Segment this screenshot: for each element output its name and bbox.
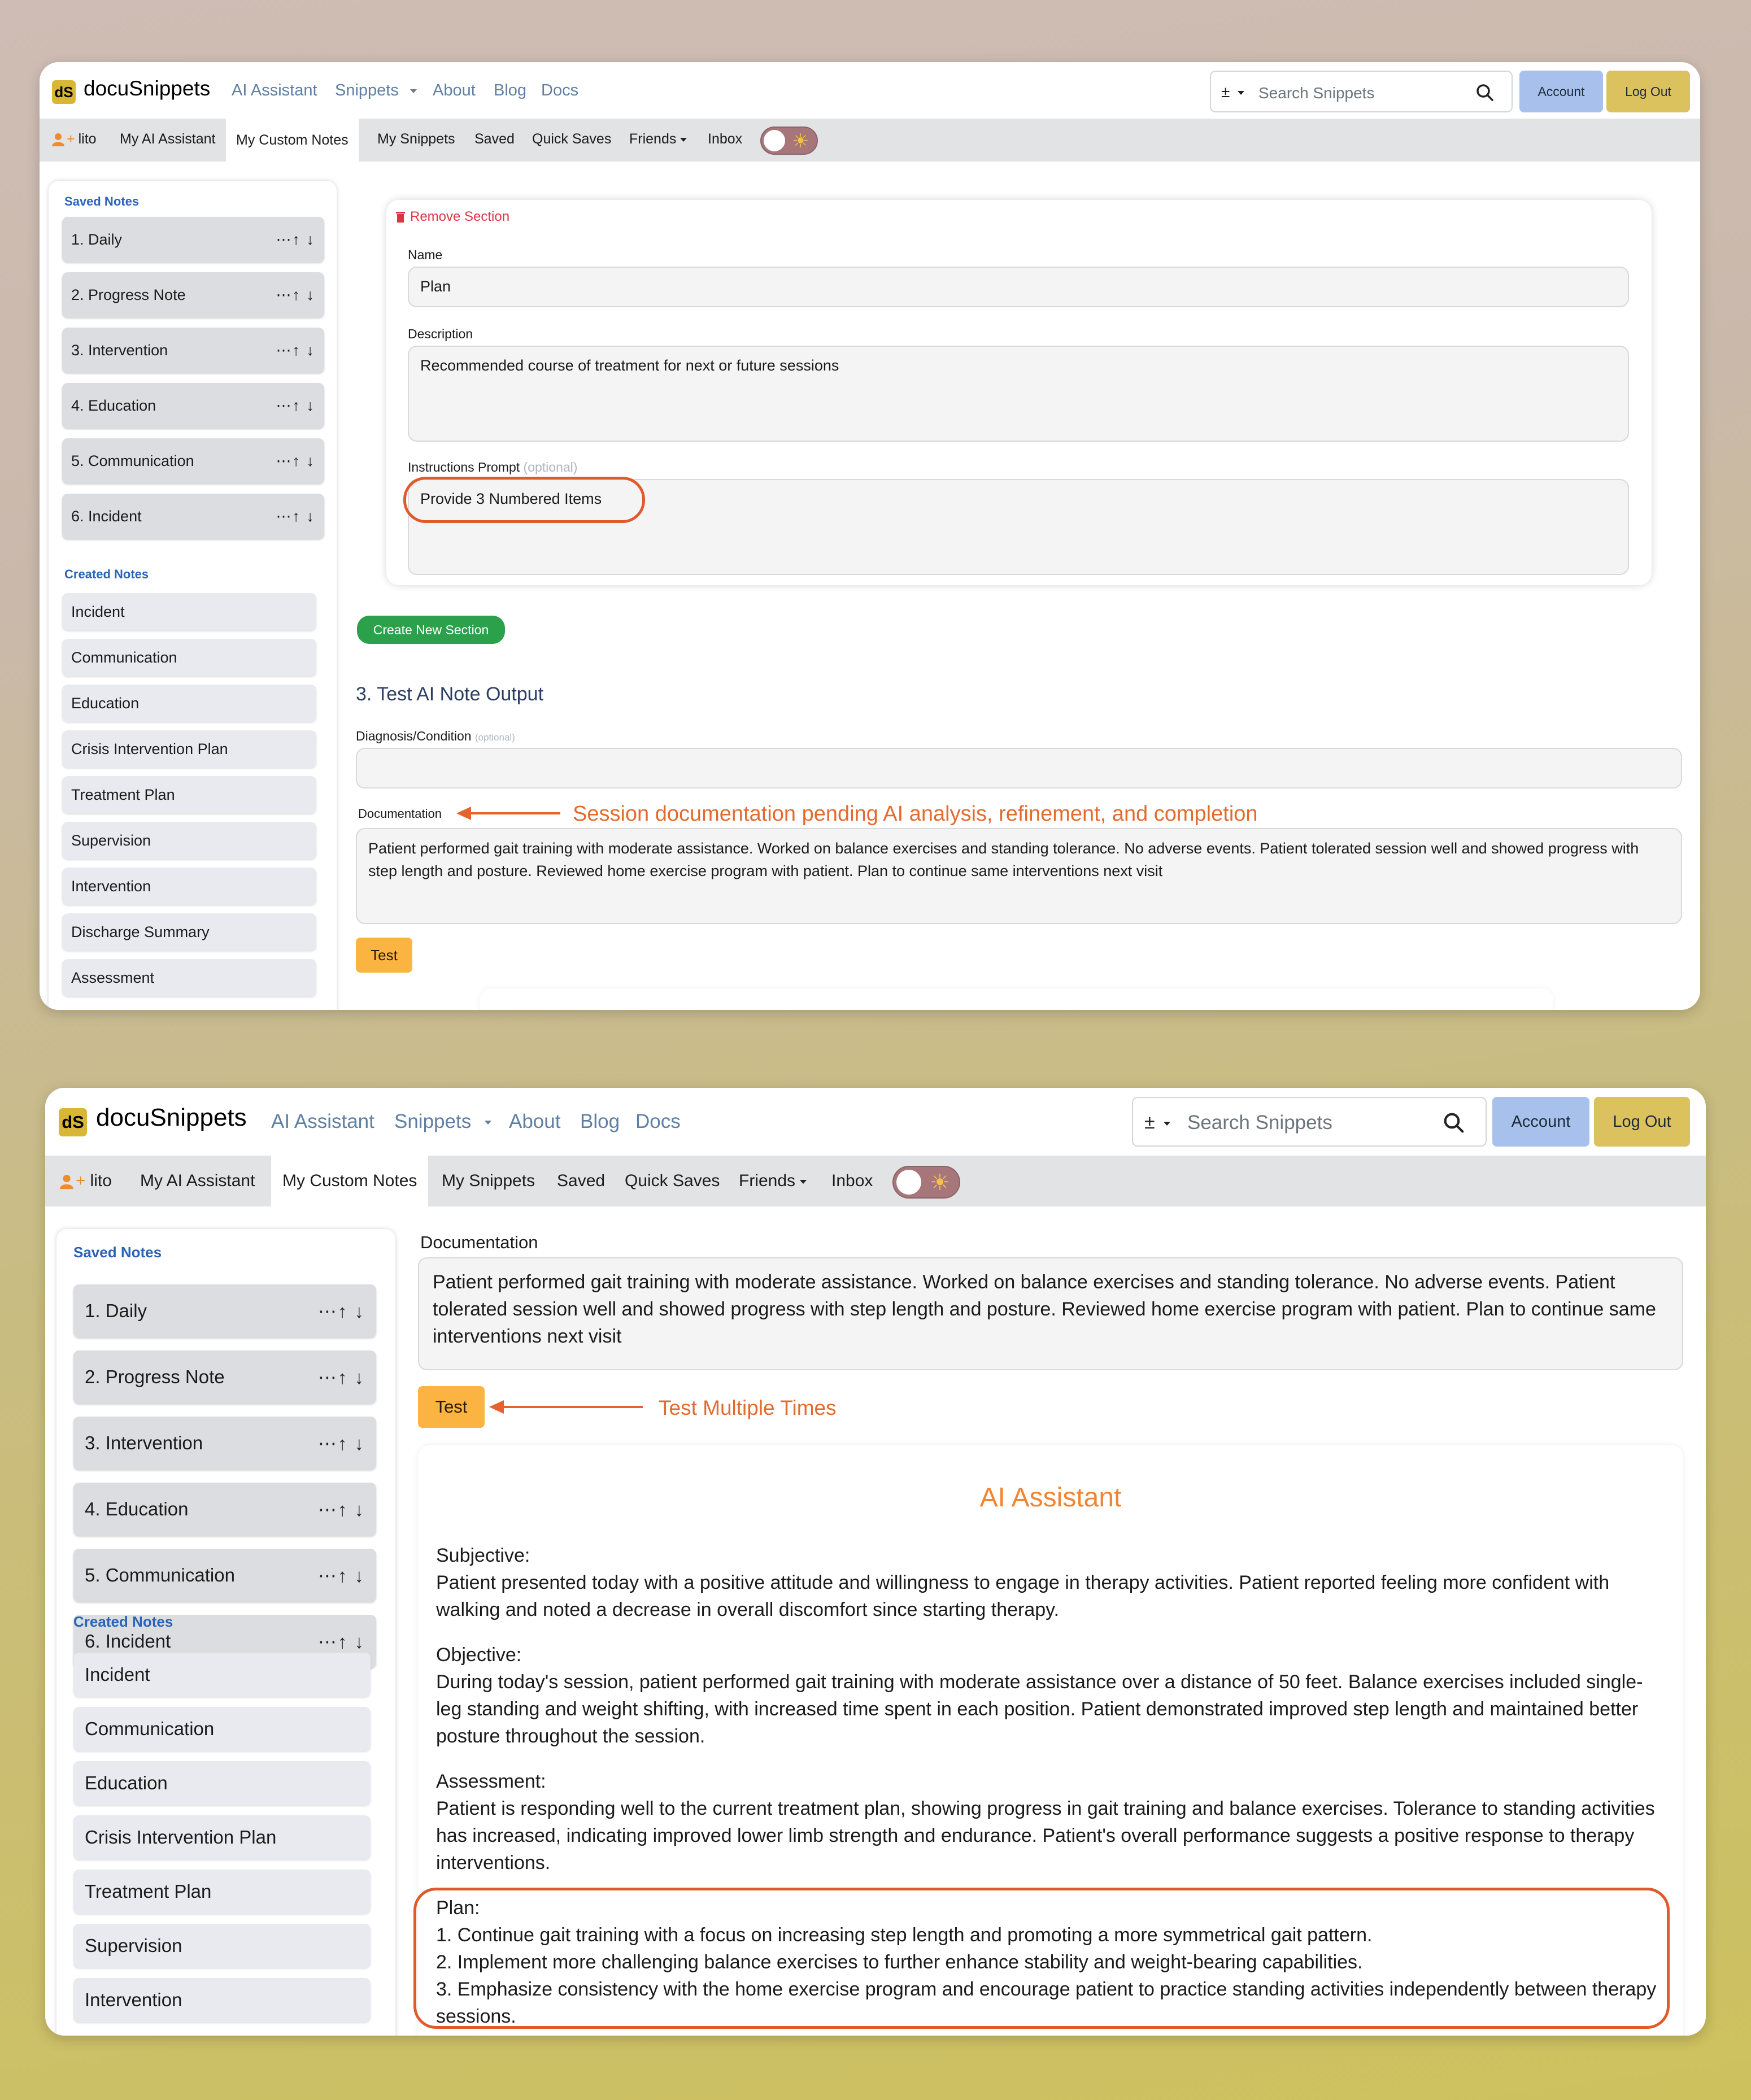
toggle-knob	[896, 1170, 921, 1195]
nav-about[interactable]: About	[509, 1110, 561, 1132]
saved-note-item[interactable]	[73, 1350, 376, 1404]
theme-toggle[interactable]	[760, 127, 818, 155]
user-icon	[52, 133, 64, 146]
tab-friends[interactable]	[739, 1171, 807, 1191]
subjective-text: Patient presented today with a positive attitude and willingness to engage in therapy activities. Patient reported feeling more confident with walking and noted a decrease in overall discomfort since starting therapy.	[436, 1572, 1610, 1620]
search-icon[interactable]	[1443, 1112, 1465, 1134]
instructions-label	[408, 460, 577, 475]
nav-blog[interactable]: Blog	[580, 1110, 620, 1132]
search-box[interactable]	[1132, 1097, 1487, 1147]
nav-docs[interactable]: Docs	[541, 81, 579, 99]
user-menu[interactable]	[52, 131, 97, 147]
brand-name[interactable]: docuSnippets	[84, 77, 211, 100]
sub-navbar	[40, 119, 1700, 162]
sidebar	[56, 1229, 395, 2036]
ai-result-title: AI Assistant	[979, 1483, 1122, 1513]
nav-blog[interactable]: Blog	[494, 81, 527, 99]
saved-note-label: 1. Daily	[71, 230, 123, 248]
chevron-down-icon	[485, 1121, 491, 1125]
saved-note-label: 4. Education	[71, 397, 156, 414]
created-note-item[interactable]: Intervention	[73, 1978, 371, 2022]
sub-navbar	[45, 1156, 1706, 1206]
created-note-item[interactable]: Supervision	[73, 1924, 371, 1968]
chevron-down-icon	[800, 1180, 807, 1184]
saved-note-item[interactable]	[62, 494, 324, 539]
user-plus-icon: +	[67, 131, 75, 147]
saved-note-item[interactable]	[73, 1483, 376, 1536]
sun-icon: ☀	[792, 130, 809, 152]
tab-friends[interactable]	[629, 131, 687, 147]
created-note-item[interactable]: Crisis Intervention Plan	[73, 1815, 371, 1859]
logo-icon: dS	[59, 1108, 87, 1136]
test-button[interactable]: Test	[418, 1386, 485, 1428]
created-note-item[interactable]: Communication	[73, 1707, 371, 1751]
search-input[interactable]: Search Snippets	[1258, 84, 1375, 102]
name-input-value: Plan	[420, 278, 451, 295]
saved-notes-title: Saved Notes	[73, 1244, 162, 1261]
navbar	[45, 1088, 1706, 1156]
assessment-heading: Assessment:	[436, 1771, 546, 1792]
objective-heading: Objective:	[436, 1644, 522, 1666]
reorder-controls-icon[interactable]: ⋯↑ ↓	[317, 1300, 365, 1322]
search-icon[interactable]	[1475, 83, 1495, 102]
search-scope-toggle[interactable]	[1221, 83, 1244, 101]
nav-docs[interactable]: Docs	[635, 1110, 681, 1132]
user-plus-icon: +	[76, 1171, 86, 1190]
chevron-down-icon	[680, 138, 687, 142]
highlight-circle	[403, 477, 645, 523]
created-note-item[interactable]: Supervision	[62, 822, 316, 859]
tab-my-ai-assistant[interactable]: My AI Assistant	[140, 1171, 255, 1190]
saved-note-item[interactable]	[62, 383, 324, 428]
nav-snippets-label: Snippets	[335, 81, 399, 99]
sidebar	[49, 181, 337, 1010]
diagnosis-input[interactable]	[356, 748, 1682, 788]
subjective-heading: Subjective:	[436, 1545, 530, 1566]
saved-note-label: 1. Daily	[85, 1300, 147, 1321]
logout-button[interactable]: Log Out	[1594, 1097, 1690, 1147]
description-textarea[interactable]	[408, 346, 1629, 442]
reorder-controls-icon[interactable]: ⋯↑ ↓	[317, 1498, 365, 1520]
documentation-value: Patient performed gait training with moderate assistance. Worked on balance exercises and standing tolerance. No adverse events. Patient tolerated session well and showed progress with step length and posture. Reviewed home exercise program with patient. Plan to continue same interventions next visit	[368, 840, 1639, 879]
created-notes-title: Created Notes	[73, 1613, 173, 1630]
subjective-section	[436, 1542, 1667, 1623]
description-value: Recommended course of treatment for next or future sessions	[420, 357, 839, 374]
saved-note-label: 5. Communication	[85, 1565, 235, 1585]
test-output-heading: 3. Test AI Note Output	[356, 683, 544, 705]
nav-about[interactable]: About	[433, 81, 476, 99]
tab-quick-saves[interactable]: Quick Saves	[532, 131, 612, 147]
saved-note-item[interactable]	[73, 1549, 376, 1602]
tab-my-ai-assistant[interactable]: My AI Assistant	[120, 131, 216, 147]
nav-snippets[interactable]	[335, 81, 417, 100]
tab-saved[interactable]: Saved	[557, 1171, 606, 1190]
search-box[interactable]	[1210, 71, 1513, 112]
reorder-controls-icon[interactable]: ⋯↑ ↓	[276, 452, 315, 469]
name-input[interactable]	[408, 267, 1629, 307]
nav-snippets-label: Snippets	[394, 1110, 472, 1132]
documentation-value: Patient performed gait training with moderate assistance. Worked on balance exercises and standing tolerance. No adverse events. Patient tolerated session well and showed progress with step length and posture. Reviewed home exercise program with patient. Plan to continue same interventions next visit	[433, 1271, 1656, 1347]
plan-item: 3. Emphasize consistency with the home exercise program and encourage patient to practice standing activities independently between therapy sessions.	[436, 1979, 1657, 2027]
annotation-session-doc: Session documentation pending AI analysis, refinement, and completion	[573, 802, 1258, 826]
plan-item: 1. Continue gait training with a focus on increasing step length and promoting a more symmetrical gait pattern.	[436, 1924, 1373, 1946]
reorder-controls-icon[interactable]: ⋯↑ ↓	[276, 341, 315, 359]
chevron-down-icon	[1164, 1122, 1170, 1126]
tab-my-custom-notes[interactable]: My Custom Notes	[271, 1156, 428, 1206]
documentation-textarea[interactable]	[356, 828, 1682, 924]
screenshot-bottom	[45, 1088, 1706, 2036]
ai-result-card	[418, 1445, 1683, 2036]
objective-section	[436, 1641, 1667, 1750]
logo-icon: dS	[52, 80, 76, 104]
section-card	[386, 200, 1652, 585]
nav-ai-assistant[interactable]: AI Assistant	[232, 81, 317, 99]
tab-my-snippets[interactable]: My Snippets	[442, 1171, 535, 1190]
tab-inbox[interactable]: Inbox	[831, 1171, 873, 1190]
user-name: lito	[78, 131, 97, 147]
arrow-line	[469, 812, 560, 814]
trash-icon	[395, 211, 406, 223]
reorder-controls-icon[interactable]: ⋯↑ ↓	[276, 397, 315, 414]
created-note-item[interactable]: Intervention	[62, 868, 316, 905]
diagnosis-label	[356, 729, 515, 744]
instructions-value: Provide 3 Numbered Items	[420, 490, 602, 507]
assessment-text: Patient is responding well to the current treatment plan, showing progress in gait training and balance exercises. Tolerance to standing activities has increased, indicating improved lower limb strength and endurance. Patient's overall performance suggests a positive response to therapy interventions.	[436, 1798, 1655, 1874]
user-menu[interactable]	[60, 1171, 112, 1191]
logout-button[interactable]: Log Out	[1606, 71, 1690, 112]
plan-heading: Plan:	[436, 1897, 480, 1919]
reorder-controls-icon[interactable]: ⋯↑ ↓	[276, 507, 315, 525]
created-note-item[interactable]: Education	[62, 685, 316, 722]
brand-name[interactable]: docuSnippets	[96, 1104, 247, 1131]
screenshot-top	[40, 62, 1700, 1010]
instructions-label-text: Instructions Prompt	[408, 460, 520, 474]
created-note-item[interactable]: Crisis Intervention Plan	[62, 730, 316, 768]
saved-notes-title: Saved Notes	[64, 194, 140, 208]
reorder-controls-icon[interactable]: ⋯↑ ↓	[317, 1565, 365, 1586]
created-note-item[interactable]: Education	[73, 1761, 371, 1805]
highlight-circle	[413, 1888, 1670, 2029]
optional-hint: (optional)	[474, 732, 515, 743]
reorder-controls-icon[interactable]: ⋯↑ ↓	[276, 230, 315, 248]
created-note-item[interactable]: Incident	[62, 593, 316, 630]
saved-note-label: 3. Intervention	[71, 341, 168, 359]
toggle-knob	[764, 130, 785, 151]
saved-note-item[interactable]	[62, 328, 324, 373]
saved-note-label: 6. Incident	[85, 1631, 171, 1652]
plus-minus-icon: ±	[1221, 83, 1230, 101]
objective-text: During today's session, patient performed gait training with moderate assistance over a distance of 50 feet. Balance exercises included single-leg standing and weight shifting, with increased time spent in each position. Patient demonstrated improved step length and maintained better posture throughout the session.	[436, 1671, 1643, 1747]
reorder-controls-icon[interactable]: ⋯↑ ↓	[276, 286, 315, 303]
created-note-item[interactable]: Treatment Plan	[73, 1870, 371, 1914]
created-notes-title: Created Notes	[64, 567, 149, 581]
tab-my-snippets[interactable]: My Snippets	[377, 131, 455, 147]
description-label: Description	[408, 326, 473, 341]
tab-quick-saves[interactable]: Quick Saves	[625, 1171, 720, 1190]
sun-icon: ☀	[930, 1170, 950, 1195]
reorder-controls-icon[interactable]: ⋯↑ ↓	[317, 1631, 365, 1652]
arrow-line	[502, 1406, 643, 1408]
tab-saved[interactable]: Saved	[474, 131, 515, 147]
saved-note-label: 4. Education	[85, 1498, 189, 1519]
plan-item: 2. Implement more challenging balance exercises to further enhance stability and weight-bearing capabilities.	[436, 1951, 1363, 1973]
name-label: Name	[408, 247, 443, 262]
reorder-controls-icon[interactable]: ⋯↑ ↓	[317, 1432, 365, 1454]
saved-note-label: 2. Progress Note	[71, 286, 186, 303]
saved-note-item[interactable]	[62, 272, 324, 317]
tab-inbox[interactable]: Inbox	[708, 131, 743, 147]
nav-ai-assistant[interactable]: AI Assistant	[271, 1110, 374, 1132]
remove-section-label: Remove Section	[410, 209, 510, 224]
theme-toggle[interactable]	[892, 1166, 960, 1199]
created-note-item[interactable]: Incident	[73, 1653, 371, 1697]
saved-note-label: 3. Intervention	[85, 1432, 203, 1453]
result-card-edge	[480, 988, 1553, 1010]
created-note-item[interactable]: Treatment Plan	[62, 776, 316, 813]
navbar	[40, 62, 1700, 119]
saved-note-item[interactable]	[73, 1284, 376, 1337]
reorder-controls-icon[interactable]: ⋯↑ ↓	[317, 1366, 365, 1388]
plus-minus-icon: ±	[1144, 1112, 1155, 1133]
search-input[interactable]: Search Snippets	[1187, 1112, 1332, 1134]
tab-friends-label: Friends	[629, 131, 677, 147]
account-button[interactable]: Account	[1492, 1097, 1589, 1147]
test-button[interactable]: Test	[356, 938, 412, 973]
search-scope-toggle[interactable]	[1144, 1112, 1170, 1134]
documentation-label: Documentation	[358, 807, 442, 821]
tab-my-custom-notes[interactable]: My Custom Notes	[226, 119, 359, 162]
assessment-section	[436, 1768, 1667, 1876]
user-name: lito	[90, 1171, 112, 1190]
created-note-item[interactable]: Discharge Summary	[62, 913, 316, 951]
saved-note-item[interactable]	[62, 438, 324, 483]
saved-note-label: 6. Incident	[71, 507, 142, 525]
saved-note-label: 2. Progress Note	[85, 1366, 225, 1387]
saved-note-label: 5. Communication	[71, 452, 194, 469]
documentation-textarea[interactable]	[418, 1257, 1683, 1370]
tab-friends-label: Friends	[739, 1171, 796, 1190]
user-icon	[60, 1174, 73, 1190]
nav-snippets[interactable]	[394, 1110, 491, 1133]
saved-note-item[interactable]	[62, 217, 324, 262]
chevron-down-icon	[410, 89, 417, 93]
optional-hint: (optional)	[523, 460, 578, 474]
created-note-item[interactable]: Assessment	[62, 959, 316, 996]
created-note-item[interactable]: Communication	[62, 639, 316, 676]
saved-note-item[interactable]	[73, 1417, 376, 1470]
create-new-section-button[interactable]: Create New Section	[357, 616, 505, 644]
account-button[interactable]: Account	[1519, 71, 1603, 112]
remove-section-button[interactable]	[395, 209, 509, 225]
documentation-label: Documentation	[420, 1232, 538, 1252]
diagnosis-label-text: Diagnosis/Condition	[356, 729, 472, 743]
chevron-down-icon	[1238, 91, 1244, 95]
annotation-test-multiple: Test Multiple Times	[659, 1396, 837, 1419]
